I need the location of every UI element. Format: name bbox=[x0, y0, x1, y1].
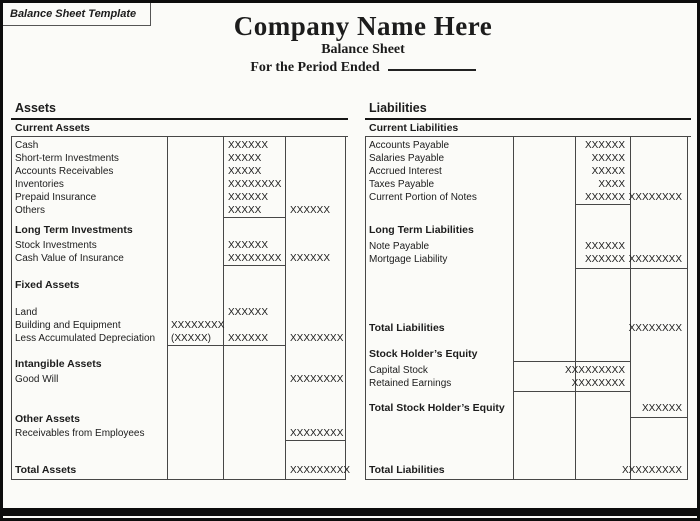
row-label: Mortgage Liability bbox=[369, 254, 448, 265]
row-label: Short-term Investments bbox=[15, 153, 119, 164]
row-subtotal: XXXXXX bbox=[290, 205, 331, 216]
assets-subtitle-rule bbox=[11, 136, 348, 137]
page-bottom-border bbox=[3, 508, 697, 516]
assets-current-subtotal-line bbox=[223, 217, 285, 218]
liabilities-subtitle-rule bbox=[365, 136, 691, 137]
asset-row-inventories bbox=[11, 178, 345, 191]
period-prefix-text: For the Period Ended bbox=[250, 60, 380, 75]
liability-row-salaries-payable bbox=[365, 152, 687, 165]
current-assets-subtitle: Current Assets bbox=[15, 122, 90, 134]
asset-row-stock-investments bbox=[11, 239, 345, 252]
equity-row-retained-earnings bbox=[365, 377, 687, 390]
liability-row-accounts-payable bbox=[365, 139, 687, 152]
equity-subtotal-line bbox=[513, 391, 630, 392]
row-subtotal: XXXXXXXX bbox=[628, 254, 682, 265]
liability-row-taxes-payable bbox=[365, 178, 687, 191]
assets-table-right-border bbox=[345, 137, 346, 480]
row-label: Note Payable bbox=[369, 241, 430, 252]
total-label: Total Assets bbox=[15, 464, 77, 476]
group-header-label: Fixed Assets bbox=[15, 279, 80, 291]
asset-row-total-assets bbox=[11, 464, 351, 477]
document-header bbox=[23, 10, 700, 76]
row-label: Capital Stock bbox=[369, 365, 428, 376]
current-liabilities-subtitle: Current Liabilities bbox=[369, 122, 459, 134]
row-amount-negative: (XXXXX) bbox=[171, 333, 212, 344]
row-label: Salaries Payable bbox=[369, 153, 445, 164]
row-label: Inventories bbox=[15, 179, 64, 190]
row-label: Stock Investments bbox=[15, 240, 97, 251]
total-label: Total Liabilities bbox=[369, 464, 445, 476]
row-label: Accounts Receivables bbox=[15, 166, 114, 177]
row-amount: XXXXXX bbox=[228, 307, 269, 318]
row-amount: XXXXXX bbox=[228, 192, 269, 203]
row-label: Good Will bbox=[15, 374, 59, 385]
liability-row-total-liabilities-bottom bbox=[365, 464, 687, 477]
period-blank-line bbox=[388, 58, 476, 71]
row-label: Retained Earnings bbox=[369, 378, 452, 389]
group-header-label: Stock Holder’s Equity bbox=[369, 348, 478, 360]
assets-table-bottom-line bbox=[11, 479, 346, 480]
row-label: Prepaid Insurance bbox=[15, 192, 97, 203]
assets-longterm-subtotal-line bbox=[223, 265, 285, 266]
row-subtotal: XXXXXXXX bbox=[290, 428, 344, 439]
asset-row-building-and-equipment bbox=[11, 319, 345, 332]
row-amount: XXXXXXXX bbox=[228, 253, 282, 264]
row-amount: XXXXXX bbox=[228, 333, 269, 344]
asset-group-other-assets bbox=[11, 413, 345, 426]
row-label: Less Accumulated Depreciation bbox=[15, 333, 156, 344]
asset-row-cash bbox=[11, 139, 345, 152]
asset-row-others bbox=[11, 204, 345, 217]
equity-group-stock-holders-equity bbox=[365, 348, 687, 361]
row-amount: XXXXXXXX bbox=[571, 378, 625, 389]
total-amount: XXXXXXXXX bbox=[621, 465, 682, 476]
row-label: Current Portion of Notes bbox=[369, 192, 477, 203]
row-label: Accrued Interest bbox=[369, 166, 442, 177]
row-label: Cash bbox=[15, 140, 39, 151]
group-header-label: Other Assets bbox=[15, 413, 80, 425]
asset-group-fixed-assets bbox=[11, 279, 345, 292]
group-header-label: Long Term Investments bbox=[15, 224, 133, 236]
row-amount: XXXXXXXX bbox=[171, 320, 225, 331]
liabilities-title-rule bbox=[365, 118, 691, 120]
row-label: Taxes Payable bbox=[369, 179, 435, 190]
asset-row-prepaid-insurance bbox=[11, 191, 345, 204]
liability-row-note-payable bbox=[365, 240, 687, 253]
row-amount: XXXXX bbox=[591, 153, 625, 164]
liabilities-table-right-border bbox=[687, 137, 688, 480]
equity-total-underline bbox=[630, 417, 687, 418]
row-amount: XXXXX bbox=[228, 153, 262, 164]
liabilities-table-bottom-line bbox=[365, 479, 688, 480]
row-amount: XXXXXX bbox=[584, 241, 625, 252]
liability-row-current-portion-of-notes bbox=[365, 191, 687, 204]
asset-group-long-term-investments bbox=[11, 224, 345, 237]
row-subtotal: XXXXXXXX bbox=[628, 192, 682, 203]
company-name-title: Company Name Here bbox=[233, 11, 493, 41]
liability-row-total-liabilities bbox=[365, 322, 687, 335]
assets-fixed-subtotal-line bbox=[167, 345, 285, 346]
group-header-label: Intangible Assets bbox=[15, 358, 102, 370]
liabilities-section-title: Liabilities bbox=[369, 101, 427, 115]
asset-row-less-accumulated-depreciation bbox=[11, 332, 345, 345]
period-line bbox=[23, 58, 700, 76]
template-title-label: Balance Sheet Template bbox=[10, 8, 137, 20]
total-amount: XXXXXX bbox=[641, 403, 682, 414]
row-subtotal: XXXXXXXX bbox=[290, 374, 344, 385]
row-amount: XXXXX bbox=[228, 166, 262, 177]
asset-group-intangible-assets bbox=[11, 358, 345, 371]
row-label: Land bbox=[15, 307, 38, 318]
row-amount: XXXXXX bbox=[584, 192, 625, 203]
row-amount: XXXXXX bbox=[584, 140, 625, 151]
row-amount: XXXXXX bbox=[584, 254, 625, 265]
equity-row-total-stock-holders-equity bbox=[365, 402, 687, 415]
asset-row-receivables-from-employees bbox=[11, 427, 345, 440]
liabilities-longterm-subtotal-line bbox=[575, 268, 687, 269]
row-amount: XXXXXX bbox=[228, 140, 269, 151]
row-label: Accounts Payable bbox=[369, 140, 450, 151]
row-amount: XXXXX bbox=[228, 205, 262, 216]
row-amount: XXXX bbox=[598, 179, 625, 190]
row-amount: XXXXXXXXX bbox=[564, 365, 625, 376]
liabilities-current-subtotal-line bbox=[575, 204, 630, 205]
row-amount: XXXXXXXX bbox=[228, 179, 282, 190]
asset-row-accounts-receivables bbox=[11, 165, 345, 178]
row-amount: XXXXX bbox=[591, 166, 625, 177]
liability-group-long-term-liabilities bbox=[365, 224, 687, 237]
asset-row-good-will bbox=[11, 373, 345, 386]
assets-section-title: Assets bbox=[15, 101, 56, 115]
assets-other-subtotal-line bbox=[285, 440, 345, 441]
assets-title-rule bbox=[11, 118, 348, 120]
row-subtotal: XXXXXX bbox=[290, 253, 331, 264]
row-subtotal: XXXXXXXX bbox=[290, 333, 344, 344]
total-label: Total Liabilities bbox=[369, 322, 445, 334]
equity-row-capital-stock bbox=[365, 364, 687, 377]
equity-top-line bbox=[513, 361, 630, 362]
total-amount: XXXXXXXX bbox=[628, 323, 682, 334]
row-label: Building and Equipment bbox=[15, 320, 121, 331]
asset-row-short-term-investments bbox=[11, 152, 345, 165]
row-amount: XXXXXX bbox=[228, 240, 269, 251]
liability-row-mortgage-liability bbox=[365, 253, 687, 266]
total-amount: XXXXXXXXX bbox=[290, 465, 351, 476]
asset-row-land bbox=[11, 306, 345, 319]
asset-row-cash-value-of-insurance bbox=[11, 252, 345, 265]
document-title: Balance Sheet bbox=[321, 42, 405, 57]
liability-row-accrued-interest bbox=[365, 165, 687, 178]
row-label: Receivables from Employees bbox=[15, 428, 145, 439]
row-label: Others bbox=[15, 205, 46, 216]
total-label: Total Stock Holder’s Equity bbox=[369, 402, 505, 414]
row-label: Cash Value of Insurance bbox=[15, 253, 124, 264]
group-header-label: Long Term Liabilities bbox=[369, 224, 474, 236]
